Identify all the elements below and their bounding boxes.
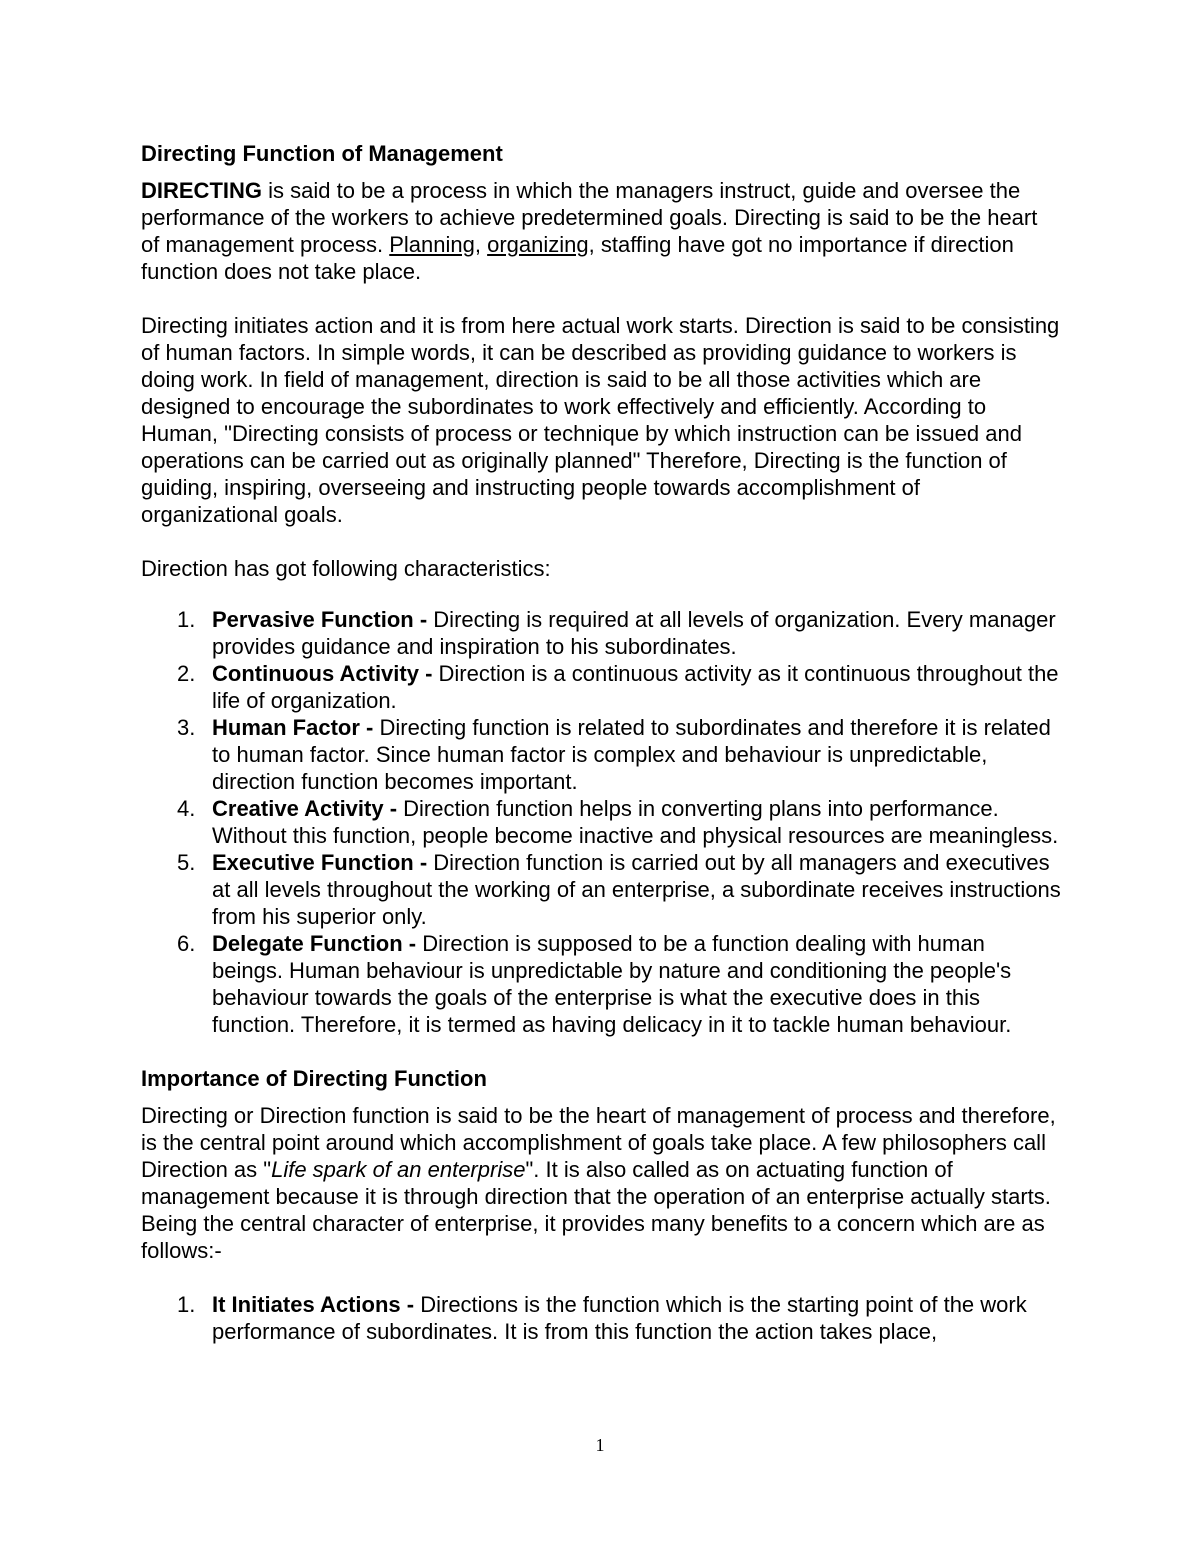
list-number: 1. [177, 1292, 196, 1317]
list-item-text: Direction is a continuous activity as it continuous throughout the life of organization. [212, 661, 1059, 713]
term-directing: DIRECTING [141, 178, 262, 203]
quote-life-spark: Life spark of an enterprise [271, 1157, 526, 1182]
list-number: 3. [177, 715, 196, 740]
characteristics-list [141, 606, 1061, 1038]
paragraph-definition [141, 177, 1061, 285]
list-number: 2. [177, 661, 196, 686]
list-number: 1. [177, 607, 196, 632]
section-heading-directing: Directing Function of Management [141, 141, 503, 166]
list-item-text: Direction function helps in converting plans into performance. Without this function, people become inactive and physical resources are meaningless. [212, 796, 1059, 848]
list-number: 4. [177, 796, 196, 821]
paragraph-characteristics-intro: Direction has got following characteristics: [141, 556, 551, 581]
link-planning[interactable]: Planning [389, 232, 475, 257]
separator-text: , [474, 232, 488, 257]
list-item-title: Executive Function - [212, 850, 434, 875]
paragraph-initiates-action: Directing initiates action and it is from here actual work starts. Direction is said to be consisting of human factors. In simple words, it can be described as providing guidance to workers is doing work. In field of management, direction is said to be all those activities which are designed to encourage the subordinates to work effectively and efficiently. According to Human, "Directing consists of process or technique by which instruction can be issued and operations can be carried out as originally planned" Therefore, Directing is the function of guiding, inspiring, overseeing and instructing people towards accomplishment of organizational goals. [141, 313, 1060, 527]
paragraph-text: Directing or Direction function is said to be the heart of management of process and therefore, is the central point around which accomplishment of goals take place. A few philosophers call Direction as " [141, 1103, 1056, 1182]
paragraph-text: , staffing have got no importance if direction function does not take place. [141, 232, 1014, 284]
document-page [141, 140, 1061, 1372]
list-item [141, 930, 1061, 1038]
link-organizing[interactable]: organizing [487, 232, 589, 257]
importance-list [141, 1291, 1061, 1345]
list-item-text: Directions is the function which is the starting point of the work performance of subordinates. It is from this function the action takes place, [212, 1292, 1027, 1344]
page-number: 1 [595, 1435, 605, 1455]
list-item [141, 849, 1061, 930]
list-number: 5. [177, 850, 196, 875]
list-item-title: It Initiates Actions - [212, 1292, 421, 1317]
list-item [141, 714, 1061, 795]
list-item-title: Delegate Function - [212, 931, 423, 956]
list-item-text: Direction function is carried out by all managers and executives at all levels throughout the working of an enterprise, a subordinate receives instructions from his superior only. [212, 850, 1061, 929]
section-heading-importance: Importance of Directing Function [141, 1066, 487, 1091]
paragraph-importance [141, 1102, 1061, 1264]
list-item [141, 1291, 1061, 1345]
list-item [141, 795, 1061, 849]
list-item [141, 660, 1061, 714]
list-item-text: Directing is required at all levels of organization. Every manager provides guidance and inspiration to his subordinates. [212, 607, 1056, 659]
list-item-title: Creative Activity - [212, 796, 404, 821]
list-item [141, 606, 1061, 660]
list-item-title: Pervasive Function - [212, 607, 434, 632]
list-number: 6. [177, 931, 196, 956]
paragraph-text: is said to be a process in which the managers instruct, guide and oversee the performance of the workers to achieve predetermined goals. Directing is said to be the heart of management process. [141, 178, 1038, 257]
list-item-title: Human Factor - [212, 715, 380, 740]
list-item-text: Direction is supposed to be a function dealing with human beings. Human behaviour is unpredictable by nature and conditioning the people's behaviour towards the goals of the enterprise is what the executive does in this function. Therefore, it is termed as having delicacy in it to tackle human behaviour. [212, 931, 1012, 1037]
paragraph-text: ". It is also called as on actuating function of management because it is through direction that the operation of an enterprise actually starts. Being the central character of enterprise, it provides many benefits to a concern which are as follows:- [141, 1157, 1051, 1263]
list-item-title: Continuous Activity - [212, 661, 439, 686]
list-item-text: Directing function is related to subordinates and therefore it is related to human factor. Since human factor is complex and behaviour is unpredictable, direction function becomes important. [212, 715, 1051, 794]
